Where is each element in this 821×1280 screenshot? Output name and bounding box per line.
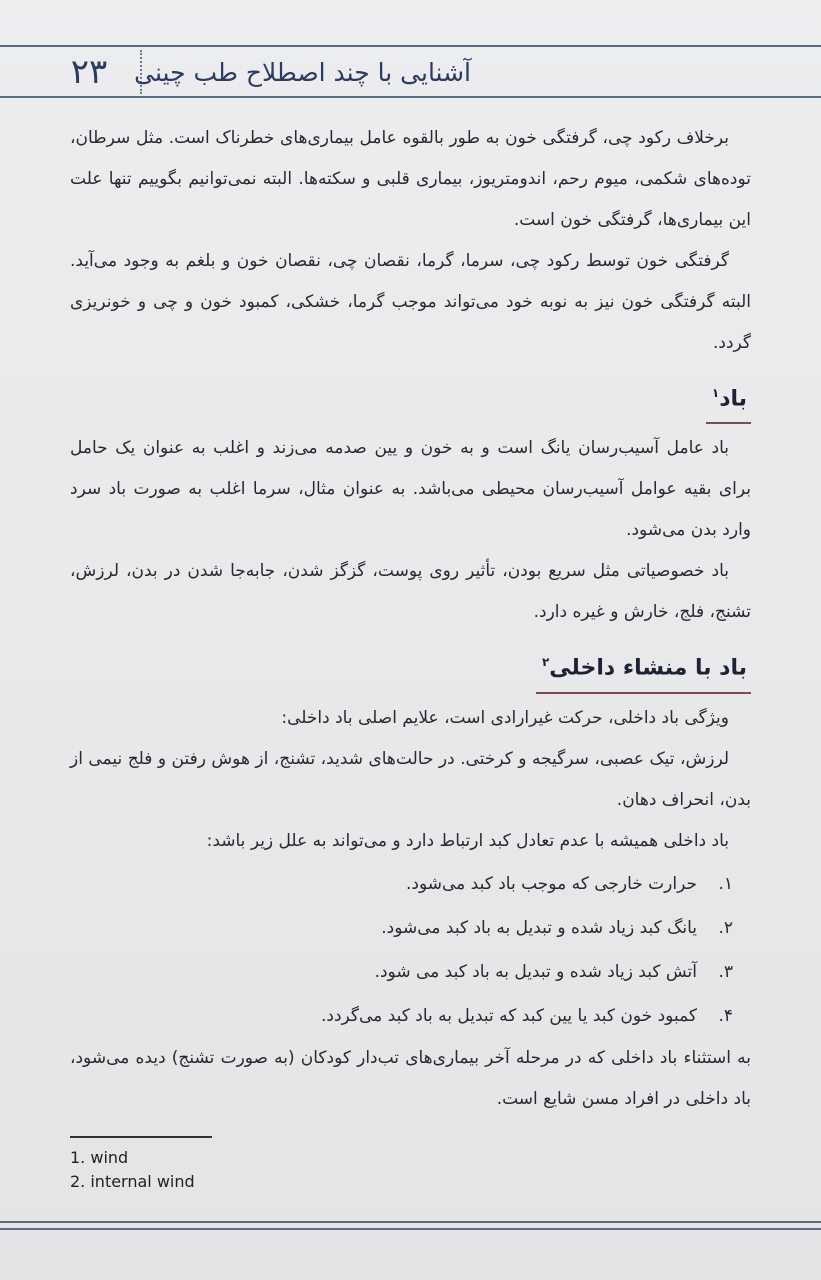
footnote-2: 2. internal wind — [70, 1172, 195, 1191]
list-item-number: ۱. — [718, 873, 733, 894]
footnotes — [70, 1146, 195, 1194]
list-item-text: کمبود خون کبد یا یین کبد که تبدیل به باد کبد می‌گردد. — [321, 1005, 697, 1026]
intro-paragraph-2: گرفتگی خون توسط رکود چی، سرما، گرما، نقصان چی، نقصان خون و بلغم به وجود می‌آید. البته گرفتگی خون نیز به نوبه خود می‌تواند موجب گرما، خشکی، کمبود خون و چی و خونریزی گردد. — [70, 251, 751, 353]
list-item — [70, 950, 751, 994]
intro-paragraph-1: برخلاف رکود چی، گرفتگی خون به طور بالقوه عامل بیماری‌های خطرناک است. مثل سرطان، توده‌های شکمی، میوم رحم، اندومتریوز، بیماری قلبی و سکته‌ها. البته نمی‌توانیم بگوییم تنها علت این بیماری‌ها، گرفتگی خون است. — [70, 128, 751, 230]
list-item-number: ۲. — [718, 917, 733, 938]
wind-paragraph-2: باد خصوصیاتی مثل سریع بودن، تأثیر روی پوست، گزگز شدن، جابه‌جا شدن در بدن، لرزش، تشنج، فلج، خارش و غیره دارد. — [70, 561, 751, 623]
internal-wind-paragraph-2: لرزش، تیک عصبی، سرگیجه و کرختی. در حالت‌های شدید، تشنج، از هوش رفتن و فلج نیمی از بدن، انحراف دهان. — [70, 748, 751, 810]
internal-wind-footnote-ref: ۲ — [541, 655, 550, 670]
section-heading-wind — [70, 370, 751, 424]
wind-heading-text: باد — [719, 386, 747, 412]
internal-wind-paragraph-3: باد داخلی همیشه با عدم تعادل کبد ارتباط دارد و می‌تواند به علل زیر باشد: — [206, 830, 729, 851]
wind-footnote-ref: ۱ — [711, 386, 720, 400]
chapter-title: آشنایی با چند اصطلاح طب چینی — [134, 58, 471, 87]
list-item-number: ۴. — [718, 1005, 733, 1026]
page-number: ۲۳ — [70, 52, 108, 92]
list-item-text: حرارت خارجی که موجب باد کبد می‌شود. — [405, 873, 697, 894]
list-item — [70, 906, 751, 950]
list-item — [70, 862, 751, 906]
footer-rule-top — [0, 1221, 821, 1223]
list-item-text: آتش کبد زیاد شده و تبدیل به باد کبد می شود. — [374, 961, 697, 982]
causes-list — [70, 862, 751, 1038]
internal-wind-paragraph-4: به استثناء باد داخلی که در مرحله آخر بیماری‌های تب‌دار کودکان (به صورت تشنج) دیده می‌شود، باد داخلی در افراد مسن شایع است. — [70, 1047, 751, 1109]
list-item — [70, 994, 751, 1038]
internal-wind-paragraph-1: ویژگی باد داخلی، حرکت غیرارادی است، علایم اصلی باد داخلی: — [281, 707, 729, 728]
page-body — [70, 118, 751, 1120]
list-item-number: ۳. — [718, 961, 733, 982]
footnote-1: 1. wind — [70, 1148, 129, 1167]
internal-wind-heading-text: باد با منشاء داخلی — [549, 655, 747, 681]
wind-paragraph-1: باد عامل آسیب‌رسان یانگ است و به خون و یین صدمه می‌زند و اغلب به عنوان یک حامل برای بقیه عوامل آسیب‌رسان محیطی می‌باشد. به عنوان مثال، سرما اغلب به صورت باد سرد وارد بدن می‌شود. — [70, 438, 751, 541]
footer-rule-bottom — [0, 1228, 821, 1230]
footnote-rule — [70, 1136, 212, 1138]
list-item-text: یانگ کبد زیاد شده و تبدیل به باد کبد می‌شود. — [381, 917, 697, 938]
header-rule-top — [0, 45, 821, 47]
section-heading-internal-wind — [70, 639, 751, 693]
header-rule-bottom — [0, 96, 821, 98]
